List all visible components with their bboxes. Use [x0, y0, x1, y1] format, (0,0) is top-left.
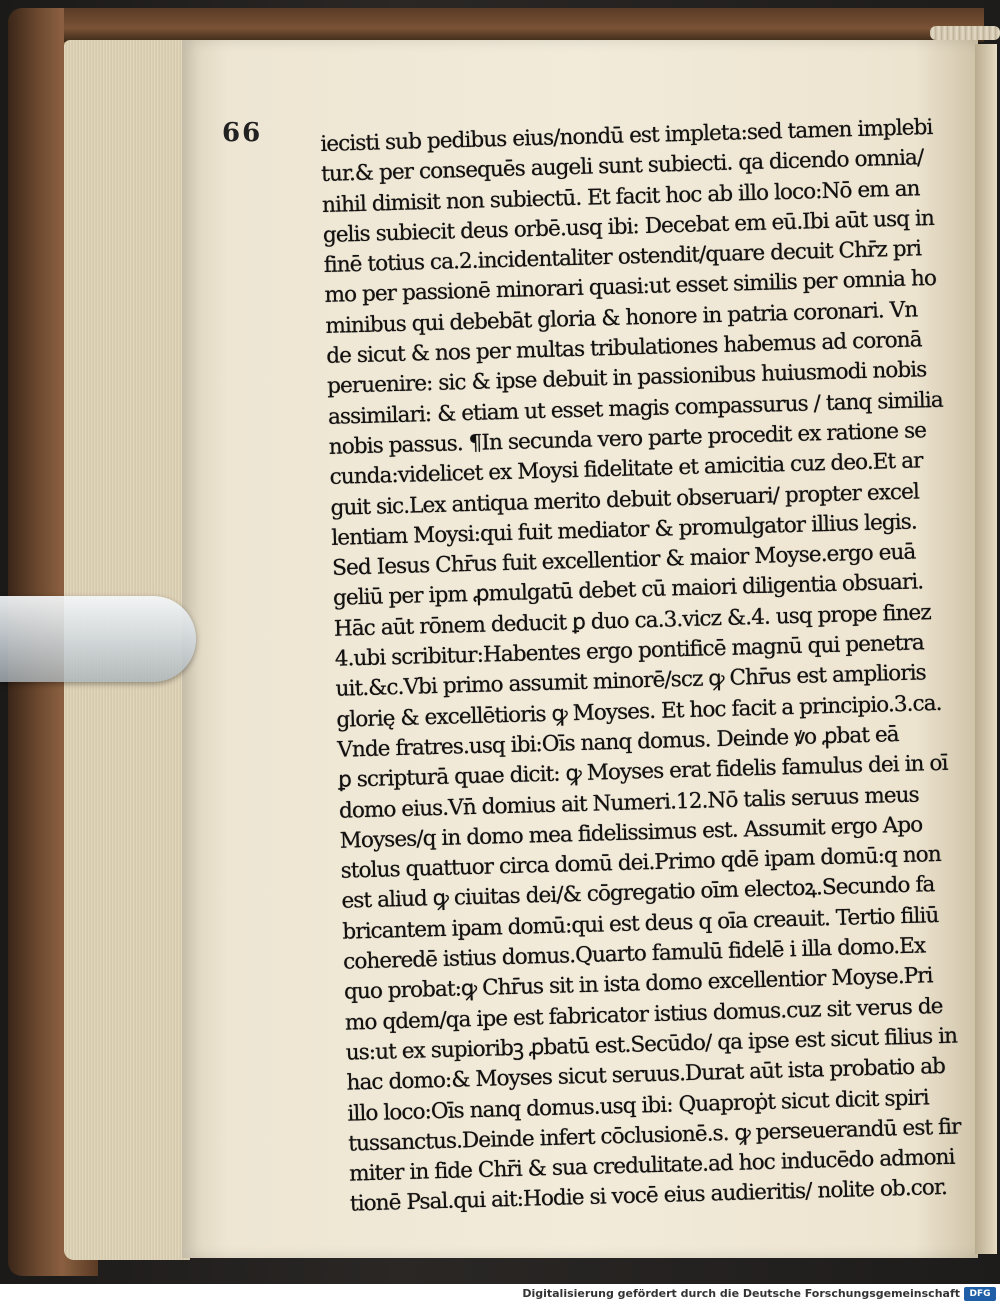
text-line: lentiam Moysi:qui fuit mediator & promulgator illius legis.	[331, 509, 918, 551]
dfg-logo: DFG	[964, 1287, 996, 1301]
text-line: nobis passus. ¶In secunda vero parte procedit ex ratione se	[328, 418, 927, 460]
text-line: Hāc aūt rōnem deducit ꝑ duo ca.3.vicz &.4. usq prope finez	[333, 599, 932, 642]
text-line: Vnde fratres.usq ibi:Oīs nanq domus. Deinde ꝟo ꝓbat eā	[336, 722, 900, 763]
text-line: domo eius.Vn̄ domius ait Numeri.12.Nō talis seruus meus	[338, 782, 919, 824]
text-line: Sed Iesus Chr̄us fuit excellentior & maior Moyse.ergo euā	[331, 539, 916, 581]
printed-text-block	[320, 113, 972, 1221]
folio-number: 66	[222, 118, 263, 148]
text-line: finē totius ca.2.incidentaliter ostendit/quare decuit Chr̄z pri	[323, 236, 922, 279]
text-line: Moyses/q in domo mea fidelissimus est. Assumit ergo Apo	[339, 812, 923, 854]
text-line: us:ut ex supioribꝫ ꝓbatū est.Secūdo/ qa ipse est sicut filius in	[345, 1023, 958, 1066]
text-line: miter in fide Chr̄i & sua credulitate.ad hoc inducēdo admoni	[348, 1144, 955, 1187]
text-line: uit.&c.Vbi primo assumit minorē/scz ꝙ Chr̄us est amplioris	[335, 660, 927, 703]
text-line: guit sic.Lex antiqua merito debuit obseruari/ propter excel	[330, 478, 920, 521]
text-line: quo probat:ꝙ Chr̄us sit in ista domo excellentior Moyse.Pri	[343, 963, 933, 1005]
page-holder-clip	[0, 596, 196, 682]
page-gutter	[975, 44, 997, 1254]
text-line: de sicut & nos per multas tribulationes habemus ad coronā	[325, 327, 922, 369]
text-line: tionē Psal.qui ait:Hodie si vocē eius audieritis/ nolite ob.cor.	[349, 1175, 948, 1217]
bookmark-ribbon	[930, 26, 1000, 40]
text-line: coheredē istius domus.Quarto famulū fidelē i illa domo.Ex	[342, 933, 926, 975]
text-line: cunda:videlicet ex Moysi fidelitate et amicitia cuz deo.Et ar	[329, 448, 923, 491]
text-line: stolus quattuor circa domū dei.Primo qdē ipam domū:q non	[340, 842, 942, 884]
scan-footer	[0, 1284, 1000, 1304]
text-line: peruenire: sic & ipse debuit in passionibus huiusmodi nobis	[326, 357, 927, 400]
text-line: mo qdem/qa ipe est fabricator istius domus.cuz sit verus de	[344, 993, 943, 1036]
text-line: est aliud ꝙ ciuitas dei/& cōgregatio oīm electoꝝ.Secundo fa	[341, 872, 935, 915]
text-line: bricantem ipam domū:qui est deus q oīa creauit. Tertio filiū	[342, 902, 939, 945]
text-line: tussanctus.Deinde infert cōclusionē.s. ꝙ perseuerandū est fir	[347, 1114, 961, 1157]
text-line: 4.ubi scribitur:Habentes ergo pontificē magnū qui penetra	[334, 630, 925, 672]
text-line: glorię & excellētioris ꝙ Moyses. Et hoc facit a principio.3.ca.	[336, 690, 942, 733]
text-line: iecisti sub pedibus eius/nondū est impleta:sed tamen implebi	[320, 114, 933, 157]
text-line: gelis subiecit deus orbē.usq ibi: Decebat em eū.Ibi aūt usq in	[322, 205, 935, 248]
text-line: nihil dimisit non subiectū. Et facit hoc ab illo loco:Nō em an	[321, 175, 920, 218]
book-binding-top	[64, 8, 984, 42]
text-line: illo loco:Oīs nanq domus.usq ibi: Quaproṗt sicut dicit spiri	[347, 1084, 930, 1127]
funding-credit: Digitalisierung gefördert durch die Deutsche Forschungsgemeinschaft	[522, 1287, 960, 1300]
text-line: ꝑ scripturā quae dicit: ꝙ Moyses erat fidelis famulus dei in oī	[337, 750, 948, 793]
text-line: geliū per ipm ꝓmulgatū debet cū maiori diligentia obsuari.	[332, 569, 924, 612]
text-line: hac domo:& Moyses sicut seruus.Durat aūt ista probatio ab	[346, 1054, 946, 1096]
text-line: mo per passionē minorari quasi:ut esset similis per omnia ho	[324, 266, 937, 309]
text-line: tur.& per consequēs augeli sunt subiecti. qa dicendo omnia/	[320, 145, 924, 188]
text-line: assimilari: & etiam ut esset magis compassurus / tanq similia	[327, 387, 944, 430]
text-line: minibus qui debebāt gloria & honore in patria coronari. Vn	[325, 297, 918, 339]
